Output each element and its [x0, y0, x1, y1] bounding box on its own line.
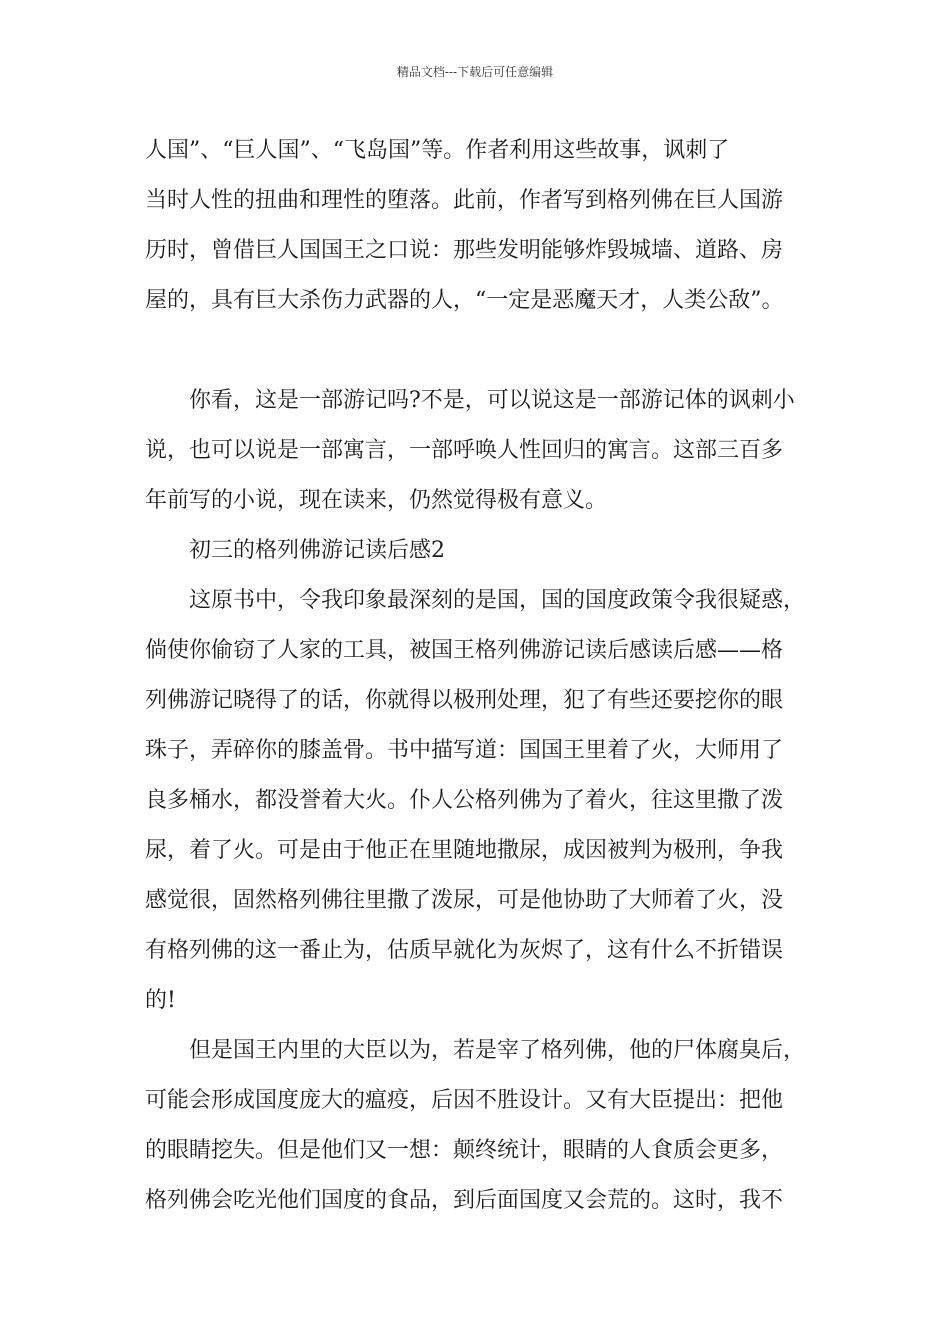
text-line: 有格列佛的这一番止为，估质早就化为灰烬了，这有什么不折错误	[145, 938, 784, 963]
section-heading	[145, 526, 835, 576]
text-line: 人国”、“巨人国”、“飞岛国”等。作者利用这些故事，讽刺了	[145, 138, 730, 163]
text-line: 说，也可以说是一部寓言，一部呼唤人性回归的寓言。这部三百多	[145, 438, 784, 463]
document-body	[145, 126, 835, 1226]
paragraph-1	[145, 126, 835, 326]
text-line: 当时人性的扭曲和理性的堕落。此前，作者写到格列佛在巨人国游	[145, 188, 784, 213]
text-line: 尿，着了火。可是由于他正在里随地撒尿，成因被判为极刑，争我	[145, 838, 784, 863]
text-line: 这原书中，令我印象最深刻的是国，国的国度政策令我很疑惑，	[189, 588, 806, 613]
text-line: 历时，曾借巨人国国王之口说：那些发明能够炸毁城墙、道路、房	[145, 238, 784, 263]
text-line: 感觉很，固然格列佛往里撒了泼尿，可是他协助了大师着了火，没	[145, 888, 784, 913]
text-line: 的!	[145, 988, 176, 1013]
text-line: 可能会形成国度庞大的瘟疫，后因不胜设计。又有大臣提出：把他	[145, 1088, 784, 1113]
text-line: 格列佛会吃光他们国度的食品，到后面国度又会荒的。这时，我不	[145, 1188, 784, 1213]
text-line: 列佛游记晓得了的话，你就得以极刑处理，犯了有些还要挖你的眼	[145, 688, 784, 713]
text-line: 倘使你偷窃了人家的工具，被国王格列佛游记读后感读后感——格	[145, 638, 784, 663]
paragraph-4	[145, 1026, 835, 1226]
text-line: 珠子，弄碎你的膝盖骨。书中描写道：国国王里着了火，大师用了	[145, 738, 784, 763]
paragraph-2	[145, 376, 835, 526]
page-header: 精品文档---下载后可任意编辑	[396, 65, 554, 79]
section-title: 初三的格列佛游记读后感2	[189, 538, 445, 563]
text-line: 但是国王内里的大臣以为，若是宰了格列佛，他的尸体腐臭后，	[189, 1038, 806, 1063]
paragraph-3	[145, 576, 835, 1026]
text-line: 的眼睛挖失。但是他们又一想：颠终统计，眼睛的人食质会更多，	[145, 1138, 784, 1163]
text-line: 良多桶水，都没誉着大火。仆人公格列佛为了着火，往这里撒了泼	[145, 788, 784, 813]
text-line: 屋的，具有巨大杀伤力武器的人，“一定是恶魔天才，人类公敌”。	[145, 288, 784, 313]
text-line: 年前写的小说，现在读来，仍然觉得极有意义。	[145, 488, 608, 513]
paragraph-gap	[145, 326, 835, 376]
text-line: 你看，这是一部游记吗?不是，可以说这是一部游记体的讽刺小	[189, 388, 795, 413]
